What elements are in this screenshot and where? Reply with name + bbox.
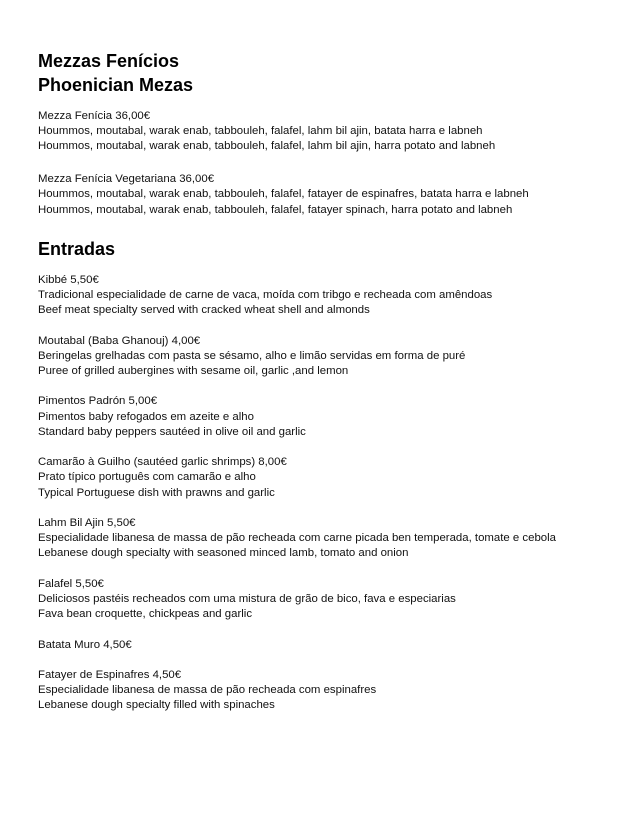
item-description-en: Hoummos, moutabal, warak enab, tabbouleh, falafel, lahm bil ajin, harra potato and labneh <box>38 140 496 153</box>
menu-item <box>38 668 640 714</box>
item-description-en: Fava bean croquette, chickpeas and garlic <box>38 608 253 621</box>
menu-item <box>38 334 640 380</box>
item-description-en: Lebanese dough specialty with seasoned minced lamb, tomato and onion <box>38 547 409 560</box>
item-description-en: Standard baby peppers sautéed in olive oil and garlic <box>38 425 306 438</box>
menu-item <box>38 394 640 440</box>
item-description-en: Typical Portuguese dish with prawns and garlic <box>38 486 275 499</box>
entradas-section <box>38 273 640 714</box>
item-name: Lahm Bil Ajin 5,50€ <box>38 516 136 529</box>
item-name: Falafel 5,50€ <box>38 577 104 590</box>
item-name: Fatayer de Espinafres 4,50€ <box>38 668 182 681</box>
title-english: Phoenician Mezas <box>38 75 194 95</box>
item-description-en: Lebanese dough specialty filled with spinaches <box>38 699 275 712</box>
item-name: Mezza Fenícia 36,00€ <box>38 110 151 122</box>
item-name: Mezza Fenícia Vegetariana 36,00€ <box>38 173 215 186</box>
page-title <box>38 49 640 97</box>
menu-item <box>38 638 640 653</box>
item-name: Kibbé 5,50€ <box>38 273 99 286</box>
entradas-heading: Entradas <box>38 238 116 259</box>
item-name: Pimentos Padrón 5,00€ <box>38 395 158 408</box>
item-description-pt: Prato típico português com camarão e alho <box>38 471 256 484</box>
title-portuguese: Mezzas Fenícios <box>38 51 180 71</box>
menu-item <box>38 455 640 501</box>
item-description-pt: Especialidade libanesa de massa de pão recheada com espinafres <box>38 684 377 697</box>
menu-item <box>38 273 640 319</box>
item-description-en: Beef meat specialty served with cracked wheat shell and almonds <box>38 304 370 317</box>
item-description-pt: Beringelas grelhadas com pasta se sésamo, alho e limão servidas em forma de puré <box>38 349 466 362</box>
menu-item <box>38 516 640 562</box>
item-description-pt: Especialidade libanesa de massa de pão recheada com carne picada ben temperada, tomate e cebola <box>38 532 556 545</box>
item-description-pt: Hoummos, moutabal, warak enab, tabbouleh, falafel, lahm bil ajin, batata harra e labneh <box>38 125 483 138</box>
item-name: Moutabal (Baba Ghanouj) 4,00€ <box>38 334 201 347</box>
item-description-pt: Pimentos baby refogados em azeite e alho <box>38 410 254 423</box>
menu-item <box>38 172 640 218</box>
item-description-pt: Deliciosos pastéis recheados com uma mistura de grão de bico, fava e especiarias <box>38 592 456 605</box>
item-description-en: Puree of grilled aubergines with sesame oil, garlic ,and lemon <box>38 364 349 377</box>
item-name: Camarão à Guilho (sautéed garlic shrimps) 8,00€ <box>38 456 287 469</box>
item-description-en: Hoummos, moutabal, warak enab, tabbouleh, falafel, fatayer spinach, harra potato and labneh <box>38 203 513 216</box>
item-description-pt: Hoummos, moutabal, warak enab, tabbouleh, falafel, fatayer de espinafres, batata harra e labneh <box>38 188 529 201</box>
menu-item <box>38 577 640 623</box>
mezzas-section <box>38 109 640 218</box>
item-description-pt: Tradicional especialidade de carne de vaca, moída com tribgo e recheada com amêndoas <box>38 288 493 301</box>
item-name: Batata Muro 4,50€ <box>38 638 132 651</box>
menu-item <box>38 109 640 155</box>
